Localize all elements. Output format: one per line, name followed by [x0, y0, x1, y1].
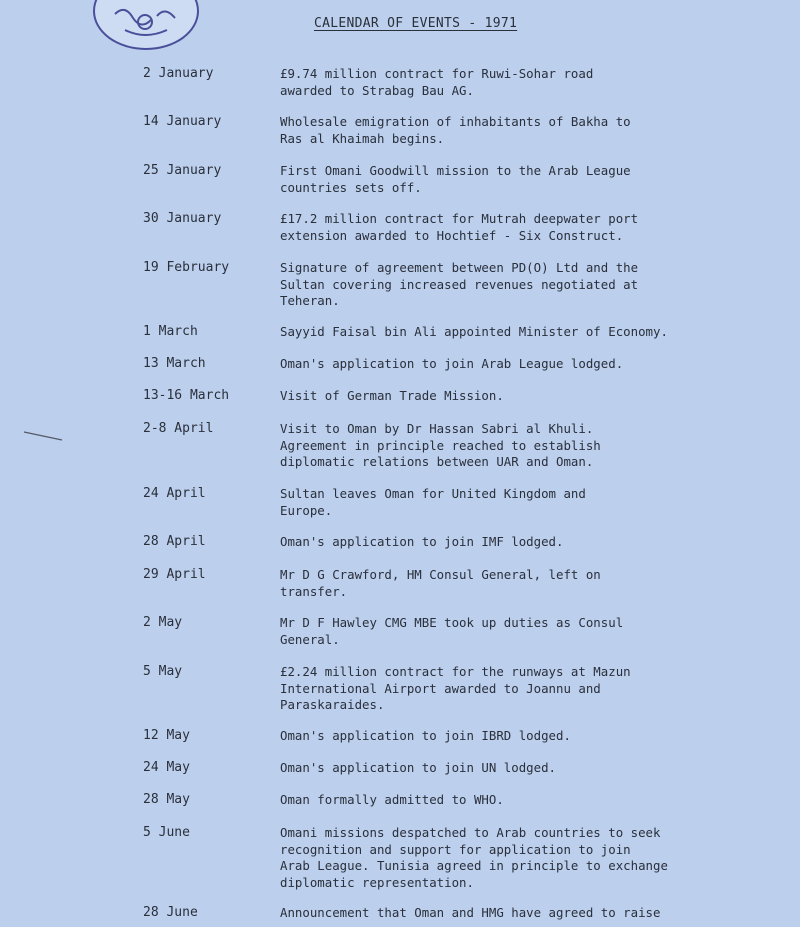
event-description: Oman's application to join IMF lodged.: [280, 534, 564, 549]
event-date: 24 May: [143, 760, 190, 775]
event-date: 28 June: [143, 905, 198, 920]
event-description: Oman formally admitted to WHO.: [280, 792, 504, 807]
event-date: 13-16 March: [143, 388, 230, 403]
event-description: Signature of agreement between PD(O) Ltd and the Sultan covering increased revenues negotiated at Teheran.: [280, 260, 639, 308]
event-date: 1 March: [143, 324, 198, 339]
event-description: Wholesale emigration of inhabitants of Bakha to Ras al Khaimah begins.: [280, 114, 631, 146]
event-date: 24 April: [143, 486, 206, 501]
event-date: 28 April: [143, 534, 206, 549]
event-date: 2-8 April: [143, 421, 214, 436]
event-date: 28 May: [143, 792, 190, 807]
event-description: Oman's application to join Arab League lodged.: [280, 356, 624, 371]
event-description: Mr D F Hawley CMG MBE took up duties as Consul General.: [280, 615, 624, 647]
event-description: Announcement that Oman and HMG have agreed to raise: [280, 905, 661, 920]
event-description: Sultan leaves Oman for United Kingdom and Europe.: [280, 486, 586, 518]
event-description: £9.74 million contract for Ruwi-Sohar road awarded to Strabag Bau AG.: [280, 66, 594, 98]
royal-crest-stamp: [93, 0, 199, 50]
event-description: First Omani Goodwill mission to the Arab League countries sets off.: [280, 163, 631, 195]
event-description: Sayyid Faisal bin Ali appointed Minister of Economy.: [280, 324, 668, 339]
event-description: £2.24 million contract for the runways at Mazun International Airport awarded to Joannu and Paraskaraides.: [280, 664, 631, 712]
event-date: 2 January: [143, 66, 214, 81]
event-date: 14 January: [143, 114, 222, 129]
event-date: 13 March: [143, 356, 206, 371]
event-date: 25 January: [143, 163, 222, 178]
event-description: £17.2 million contract for Mutrah deepwater port extension awarded to Hochtief - Six Construct.: [280, 211, 639, 243]
document-title: CALENDAR OF EVENTS - 1971: [314, 16, 518, 31]
event-date: 5 May: [143, 664, 183, 679]
event-description: Oman's application to join IBRD lodged.: [280, 728, 571, 743]
event-date: 30 January: [143, 211, 222, 226]
event-description: Omani missions despatched to Arab countries to seek recognition and support for application to join Arab League. Tunisia agreed in principle to exchange diplomatic representation.: [280, 825, 668, 890]
event-description: Mr D G Crawford, HM Consul General, left on transfer.: [280, 567, 601, 599]
event-description: Oman's application to join UN lodged.: [280, 760, 557, 775]
event-date: 19 February: [143, 260, 230, 275]
event-date: 5 June: [143, 825, 190, 840]
event-date: 12 May: [143, 728, 190, 743]
event-description: Visit to Oman by Dr Hassan Sabri al Khuli. Agreement in principle reached to establish diplomatic relations between UAR and Oman.: [280, 421, 601, 469]
event-description: Visit of German Trade Mission.: [280, 388, 504, 403]
margin-arrow-mark: [22, 428, 64, 442]
event-date: 2 May: [143, 615, 183, 630]
event-date: 29 April: [143, 567, 206, 582]
